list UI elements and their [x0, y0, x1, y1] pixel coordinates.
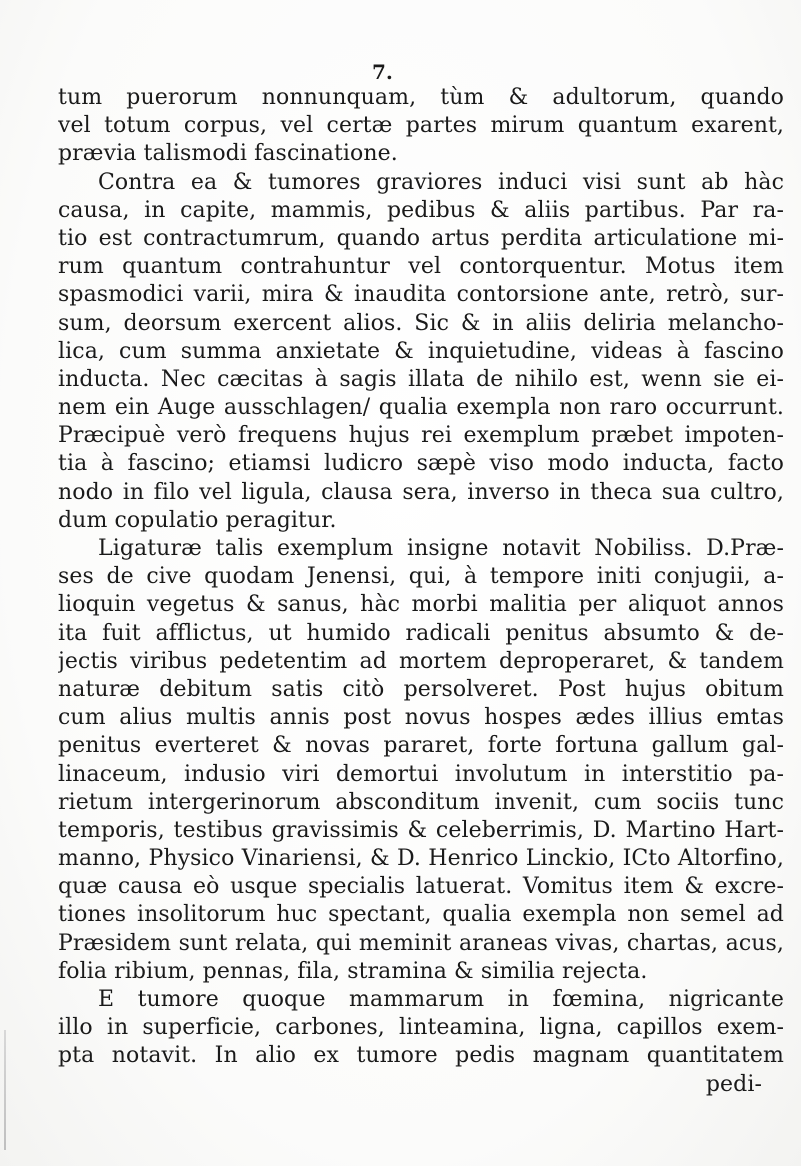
text-line: spasmodici varii, mira & inaudita contorsione ante, retrò, sur-: [58, 282, 784, 308]
page-number: 7.: [372, 60, 393, 84]
text-line: nodo in filo vel ligula, clausa sera, inverso in theca sua cultro,: [58, 479, 784, 505]
text-line: jectis viribus pedetentim ad mortem deproperaret, & tandem: [58, 648, 784, 674]
text-line: lica, cum summa anxietate & inquietudine, videas à fascino: [58, 338, 784, 364]
text-line: penitus everteret & novas pararet, forte fortuna gallum gal-: [58, 733, 784, 759]
text-line: temporis, testibus gravissimis & celeberrimis, D. Martino Hart-: [58, 817, 784, 843]
text-line: rietum intergerinorum absconditum invenit, cum sociis tunc: [58, 789, 784, 815]
text-line: inducta. Nec cæcitas à sagis illata de nihilo est, wenn sie ei-: [58, 366, 784, 392]
text-line: Ligaturæ talis exemplum insigne notavit Nobiliss. D.Præ-: [98, 536, 784, 561]
text-line: ita fuit afflictus, ut humido radicali penitus absumto & de-: [58, 620, 784, 646]
text-line: illo in superficie, carbones, linteamina, ligna, capillos exem-: [58, 1015, 784, 1041]
text-line: Contra ea & tumores graviores induci visi sunt ab hàc: [98, 169, 784, 195]
text-line: sum, deorsum exercent alios. Sic & in aliis deliria melancho-: [58, 310, 784, 336]
text-line: tiones insolitorum huc spectant, qualia exempla non semel ad: [58, 902, 784, 928]
text-line: tia à fascino; etiamsi ludicro sæpè viso modo inducta, facto: [58, 451, 784, 477]
text-line: lioquin vegetus & sanus, hàc morbi malitia per aliquot annos: [58, 592, 784, 618]
text-line: folia ribium, pennas, fila, stramina & similia rejecta.: [58, 958, 648, 984]
text-line: Præcipuè verò frequens hujus rei exemplum præbet impoten-: [58, 423, 784, 449]
text-line: Præsidem sunt relata, qui meminit araneas vivas, chartas, acus,: [58, 930, 784, 956]
text-line: nem ein Auge ausschlagen/ qualia exempla non raro occurrunt.: [58, 395, 784, 421]
text-body: [58, 84, 784, 1099]
text-line: linaceum, indusio viri demortui involutum in interstitio pa-: [58, 761, 784, 787]
page-edge-shadow: [4, 1030, 6, 1150]
text-line: dum copulatio peragitur.: [58, 507, 337, 533]
text-line: quæ causa eò usque specialis latuerat. Vomitus item & excre-: [58, 874, 784, 900]
text-line: prævia talismodi fascinatione.: [58, 141, 398, 167]
text-line: rum quantum contrahuntur vel contorquentur. Motus item: [58, 254, 784, 280]
text-line: causa, in capite, mammis, pedibus & aliis partibus. Par ra-: [58, 197, 784, 223]
text-line: pta notavit. In alio ex tumore pedis magnam quantitatem: [58, 1043, 784, 1069]
text-line: ses de cive quodam Jenensi, qui, à tempore initi conjugii, a-: [58, 564, 784, 590]
text-line: E tumore quoque mammarum in fœmina, nigricante: [98, 987, 784, 1012]
text-line: tio est contractumrum, quando artus perdita articulatione mi-: [58, 225, 784, 251]
text-line: manno, Physico Vinariensi, & D. Henrico Linckio, ICto Altorfino,: [58, 846, 784, 872]
text-line: cum alius multis annis post novus hospes ædes illius emtas: [58, 705, 784, 731]
text-line: tum puerorum nonnunquam, tùm & adultorum, quando: [58, 85, 784, 110]
text-line: vel totum corpus, vel certæ partes mirum quantum exarent,: [58, 113, 784, 139]
text-line: naturæ debitum satis citò persolveret. Post hujus obitum: [58, 676, 784, 702]
catchword: pedi-: [705, 1071, 762, 1097]
